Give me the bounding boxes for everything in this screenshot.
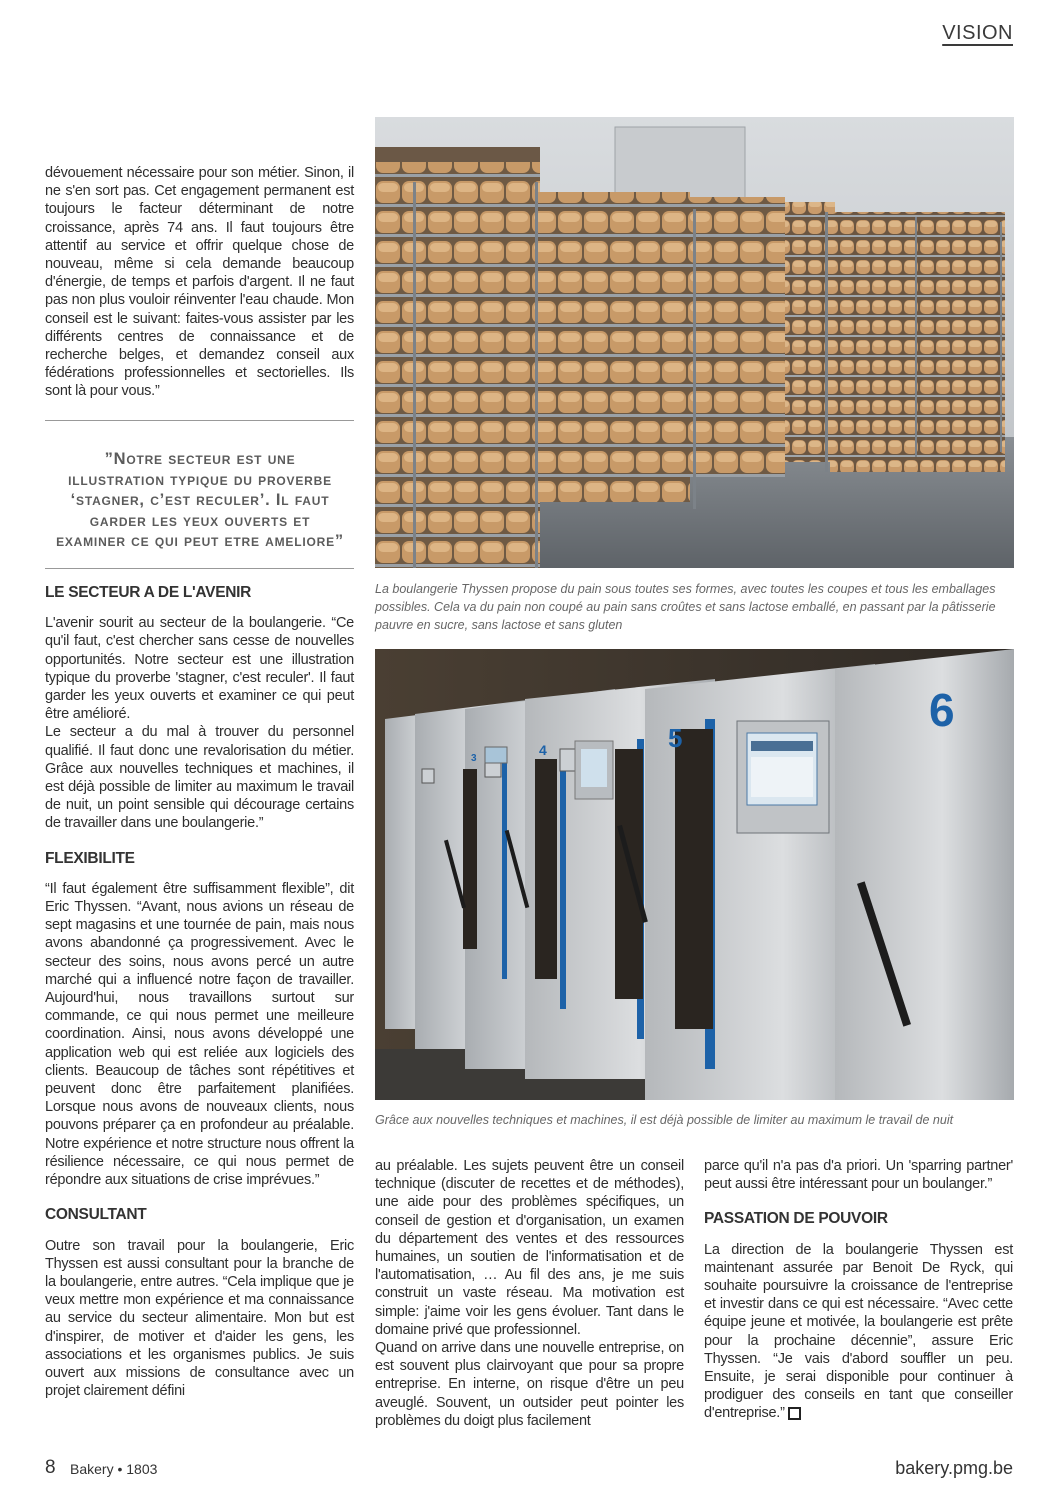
photo-proofers xyxy=(375,649,1014,1100)
divider-bottom xyxy=(45,568,354,569)
end-of-article-icon xyxy=(788,1407,801,1420)
publication-issue: Bakery • 1803 xyxy=(70,1461,158,1477)
proofers-image xyxy=(375,649,1014,1100)
section-tag: VISION xyxy=(942,22,1013,44)
door-number-4: 4 xyxy=(539,742,547,758)
heading-flexibilite: FLEXIBILITE xyxy=(45,849,135,867)
door-number-5: 5 xyxy=(668,723,683,753)
website-url[interactable]: bakery.pmg.be xyxy=(895,1458,1013,1478)
heading-passation: PASSATION DE POUVOIR xyxy=(704,1210,888,1228)
paragraph-avenir: L'avenir sourit au secteur de la boulangerie. “Ce qu'il faut, c'est chercher sans cesse de nouvelles opportunités. Notre secteur est une illustration typique du proverbe 'stagner, c'est reculer'. Il faut garder les yeux ouverts et examiner ce qui peut être amélioré. xyxy=(45,615,354,723)
left-column-body xyxy=(45,584,354,1400)
paragraph-flexibilite: “Il faut également être suffisamment flexible”, dit Eric Thyssen. “Avant, nous avions un réseau de sept magasins et une tournée de pain, mais nous avons abandonné ça progressivement. Avec le secteur des soins, nous avons percé un autre marché qui a influencé notre façon de travailler. Aujourd'hui, nous travaillons surtout sur commande, ce qui nous permet une meilleure coordination. Ainsi, nous avons développé une application web qui est reliée aux logiciels des clients. Beaucoup de tâches sont répétitives et peuvent donc être parfaitement planifiées. Lorsque nous avons de nouveaux clients, nous pouvons préparer ça en profondeur au préalable. Notre expérience et notre structure nous offrent la résilience nécessaire, ce qui nous permet de répondre aux situations de crise imprévues.” xyxy=(45,880,354,1189)
heading-secteur: LE SECTEUR A DE L'AVENIR xyxy=(45,584,252,601)
paragraph-entreprise: Quand on arrive dans une nouvelle entreprise, on est souvent plus clairvoyant que pour sa propre entreprise. En interne, on risque d'être un peu aveuglé. Souvent, un outsider peut pointer les problèmes du doigt plus facilement xyxy=(375,1340,684,1429)
divider-top xyxy=(45,420,354,421)
paragraph-sparring: parce qu'il n'a pas d'a priori. Un 'sparring partner' peut aussi être intéressant pour un boulanger.” xyxy=(704,1158,1013,1193)
page-number: 8 xyxy=(45,1457,56,1478)
photo-bread-racks xyxy=(375,117,1014,568)
caption-proofers: Grâce aux nouvelles techniques et machines, il est déjà possible de limiter au maximum le travail de nuit xyxy=(375,1113,954,1127)
middle-column-body xyxy=(375,1157,684,1430)
passation-text: La direction de la boulangerie Thyssen est maintenant assurée par Benoit De Ryck, qui souhaite poursuivre la croissance de l'entreprise et investir dans ce qui est nécessaire. “Avec cette équipe jeune et motivée, la boulangerie est prête pour la prochaine décennie”, assure Eric Thyssen. “Je vais d'abord souffler un peu. Ensuite, je serai disponible pour continuer à prodiguer des conseils en tant que conseiller d'entreprise.” xyxy=(704,1241,1013,1422)
paragraph-sujets: au préalable. Les sujets peuvent être un conseil technique (discuter de recettes et de méthodes), une aide pour des problèmes spécifiques, un conseil de gestion et d'organisation, un examen du département des ventes et des ressources humaines, un soutien de l'informatisation et de l'automatisation, … Au fil des ans, je me suis construit un vaste réseau. Ma motivation est simple: j'aime voir les gens évoluer. Tant dans le domaine privé que professionnel. xyxy=(375,1158,684,1338)
bread-racks-image xyxy=(375,117,1014,568)
paragraph-passation xyxy=(704,1241,1013,1423)
paragraph-personnel: Le secteur a du mal à trouver du personnel qualifié. Il faut donc une revalorisation du métier. Grâce aux nouvelles techniques et machines, il est déjà possible de limiter au maximum le travail de nuit, un point sensible qui décourage certains de travailler dans une boulangerie.” xyxy=(45,724,354,832)
intro-paragraph: dévouement nécessaire pour son métier. Sinon, il ne s'en sort pas. Cet engagement permanent est toujours le facteur déterminant de notre croissance, après 74 ans. Il faut toujours être attentif au service et offrir quelque chose de nouveau, même si cela demande beaucoup d'énergie, de temps et parfois d'argent. Il ne faut pas non plus vouloir réinventer l'eau chaude. Mon conseil est le suivant: faites-vous assister par les différents centres de connaissance et de recherche belges, et demandez conseil aux fédérations professionnelles et sectorielles. Ils sont là pour vous.” xyxy=(45,165,354,400)
caption-bread-racks: La boulangerie Thyssen propose du pain sous toutes ses formes, avec toutes les coupes et tous les emballages possibles. Cela va du pain non coupé au pain sans croûtes et sans lactose emballé, en passant par la pâtisserie pauvre en sucre, sans lactose et sans gluten xyxy=(375,582,996,632)
heading-consultant: CONSULTANT xyxy=(45,1206,147,1224)
door-number-6: 6 xyxy=(929,684,955,736)
intro-text xyxy=(45,164,354,401)
door-number-3: 3 xyxy=(471,753,477,764)
right-column-body xyxy=(704,1157,1013,1423)
paragraph-consultant: Outre son travail pour la boulangerie, Eric Thyssen est aussi consultant pour la branche de la boulangerie, entre autres. “Cela implique que je veux mettre mon expérience et ma connaissance au service du secteur alimentaire. Mon but est d'inspirer, de motiver et d'aider les gens, les associations et les organismes publics. Je suis ouvert aux missions de consultance avec un projet clairement défini xyxy=(45,1237,354,1400)
pull-quote: ”Notre secteur est une illustration typique du proverbe ‘stagner, c’est reculer’. Il faut garder les yeux ouverts et examiner ce qui peut etre ameliore” xyxy=(56,450,344,550)
